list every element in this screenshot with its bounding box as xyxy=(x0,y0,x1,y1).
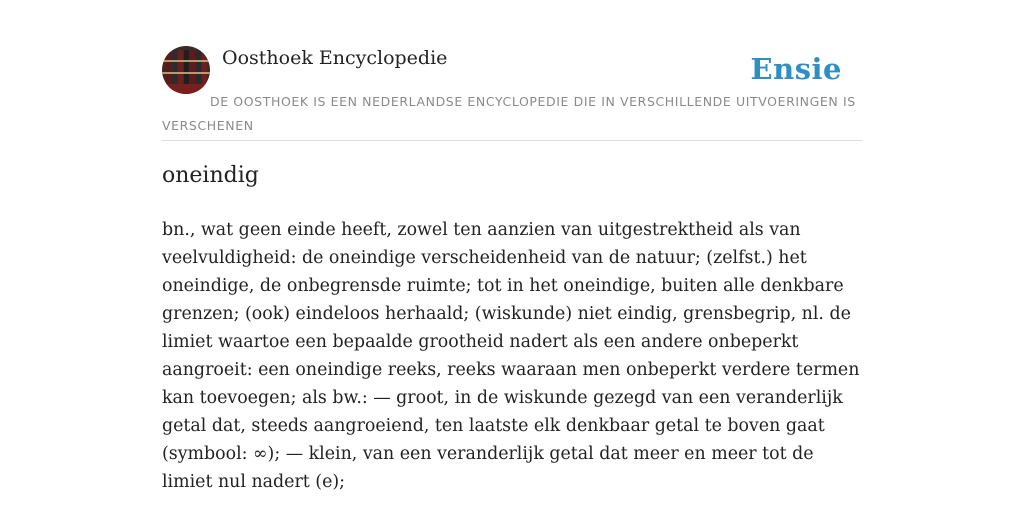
brand-logo[interactable]: Ensie xyxy=(750,52,842,86)
entry-title: oneindig xyxy=(162,163,259,188)
site-title[interactable]: Oosthoek Encyclopedie xyxy=(222,47,448,69)
entry-definition: bn., wat geen einde heeft, zowel ten aanzien van uitgestrektheid als van veelvuldigheid: de oneindige verscheidenheid van de natuur; (zelfst.) het oneindige, de onbegrensde ruimte; tot in het oneindige, buiten alle denkbare grenzen; (ook) eindeloos herhaald; (wiskunde) niet eindig, grensbegrip, nl. de limiet waartoe een bepaalde grootheid nadert als een andere onbeperkt aangroeit: een oneindige reeks, reeks waaraan men onbeperkt verdere termen kan toevoegen; als bw.: — groot, in de wiskunde gezegd van een veranderlijk getal dat, steeds aangroeiend, ten laatste elk denkbaar getal te boven gaat (symbool: ∞); — klein, van een veranderlijk getal dat meer en meer tot de limiet nul nadert (e); xyxy=(162,220,860,492)
site-header xyxy=(162,46,862,141)
site-subtitle: DE OOSTHOEK IS EEN NEDERLANDSE ENCYCLOPEDIE DIE IN VERSCHILLENDE UITVOERINGEN IS VERSCHENEN xyxy=(162,94,856,133)
encyclopedia-books-icon[interactable] xyxy=(162,46,210,94)
